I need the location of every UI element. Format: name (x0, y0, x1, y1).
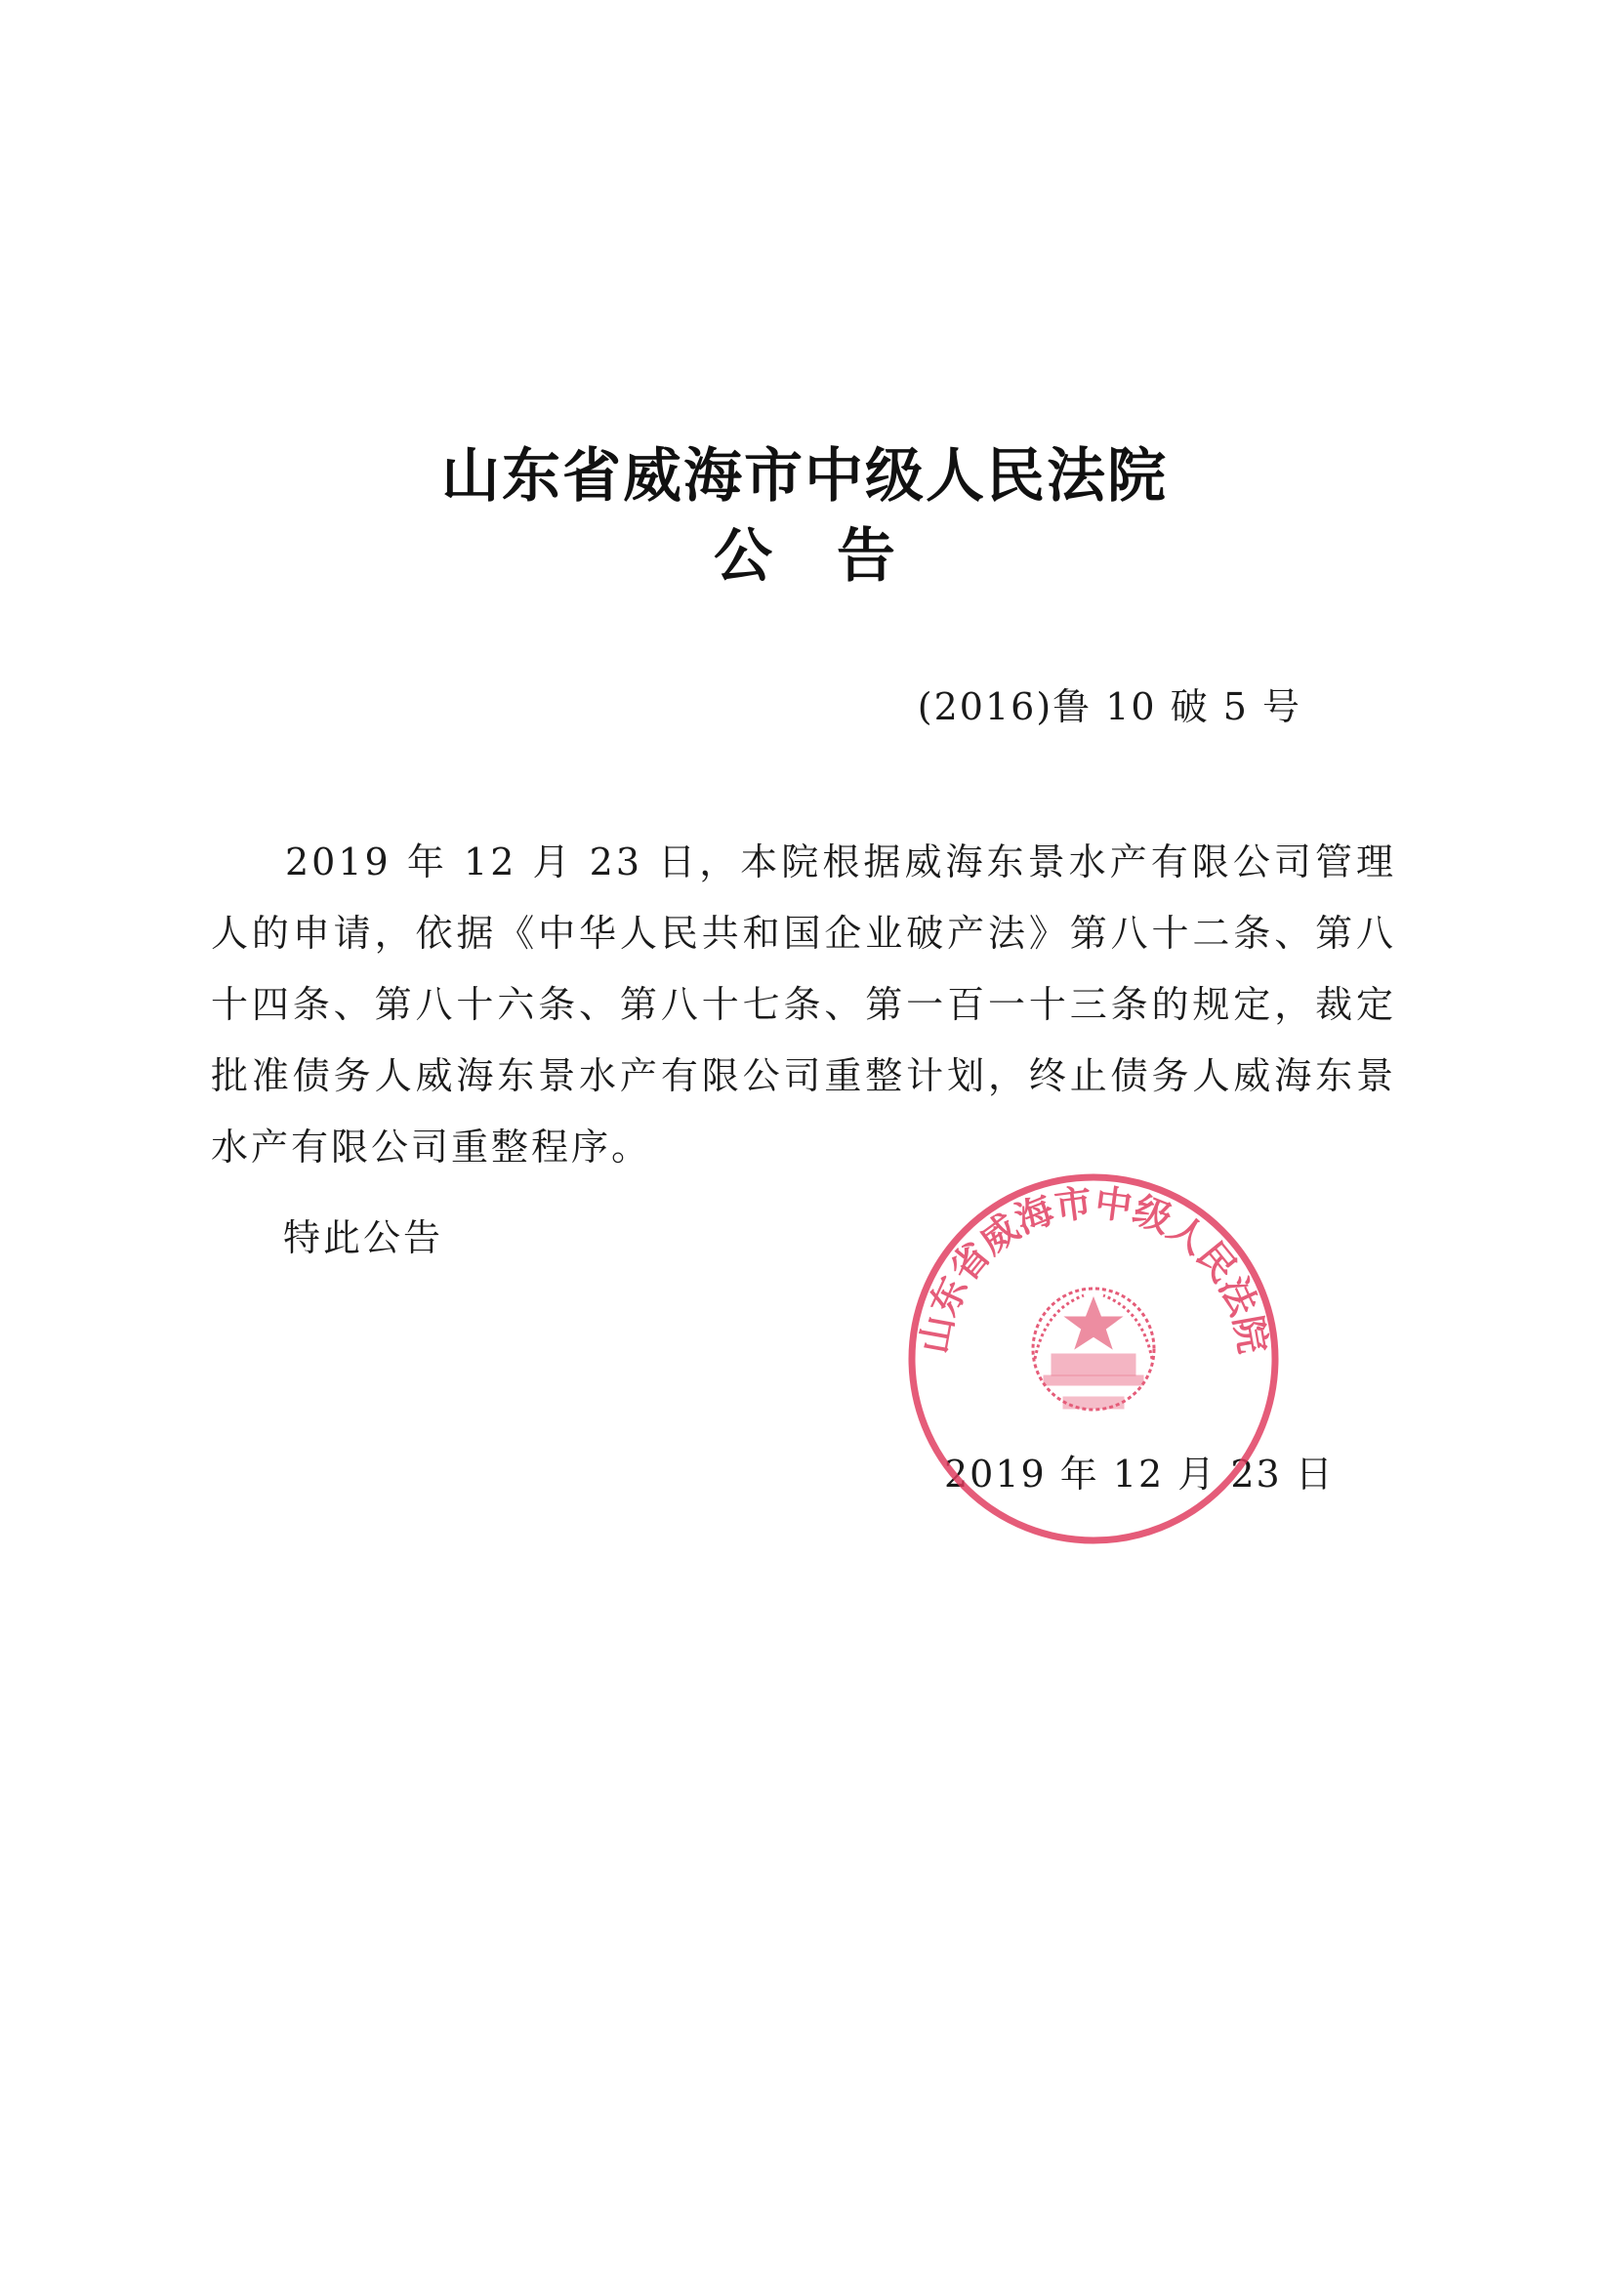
seal-text: 山东省威海市中级人民法院 (912, 1180, 1275, 1357)
document-type-heading: 公告 (714, 522, 960, 591)
notice-paragraph: 2019 年 12 月 23 日，本院根据威海东景水产有限公司管理人的申请，依据《中华人民共和国企业破产法》第八十二条、第八十四条、第八十六条、第八十七条、第一百一十三条的规定，裁定批准债务人威海东景水产有限公司重整计划，终止债务人威海东景水产有限公司重整程序。 (211, 840, 1396, 1168)
case-number: (2016)鲁 10 破 5 号 (917, 685, 1301, 728)
national-emblem-icon (1033, 1289, 1154, 1410)
signature-date: 2019 年 12 月 23 日 (944, 1453, 1335, 1496)
notice-body (211, 827, 1396, 1183)
court-seal-stamp (898, 1164, 1289, 1554)
closing-line: 特此公告 (283, 1216, 444, 1259)
court-name-heading: 山东省威海市中级人民法院 (441, 442, 1168, 511)
